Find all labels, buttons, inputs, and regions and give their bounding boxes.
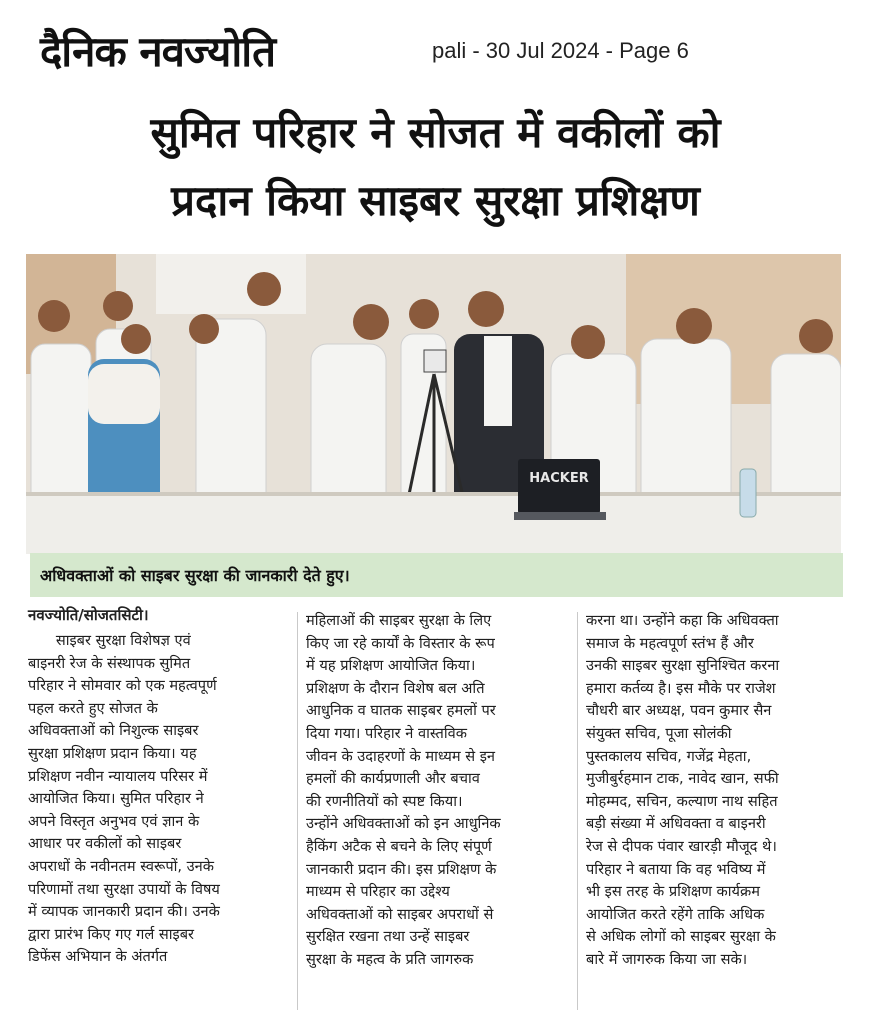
text-line: परिहार ने सोमवार को एक महत्वपूर्ण — [28, 677, 217, 695]
text-line: दिया गया। परिहार ने वास्तविक — [306, 724, 467, 742]
newspaper-masthead: दैनिक नवज्योति — [40, 27, 276, 76]
news-photo — [26, 254, 841, 554]
edition-info: pali - 30 Jul 2024 - Page 6 — [432, 38, 689, 63]
text-line: चौधरी बार अध्यक्ष, पवन कुमार सैन — [586, 702, 772, 720]
text-line: प्रशिक्षण के दौरान विशेष बल अति — [306, 679, 485, 697]
text-line: जानकारी प्रदान की। इस प्रशिक्षण के — [306, 860, 497, 878]
text-line: की रणनीतियों को स्पष्ट किया। — [306, 792, 463, 810]
text-line: उनकी साइबर सुरक्षा सुनिश्चित करना — [586, 657, 780, 675]
text-line: में व्यापक जानकारी प्रदान की। उनके — [28, 903, 220, 921]
text-line: से अधिक लोगों को साइबर सुरक्षा के — [586, 928, 776, 946]
article-column-2 — [306, 610, 568, 972]
text-line: समाज के महत्वपूर्ण स्तंभ हैं और — [586, 634, 754, 652]
text-line: बारे में जागरुक किया जा सके। — [586, 950, 748, 968]
text-line: आयोजित करते रहेंगे ताकि अधिक — [586, 905, 765, 923]
text-line: आधार पर वकीलों को साइबर — [28, 835, 182, 853]
text-line: माध्यम से परिहार का उद्देश्य — [306, 883, 450, 901]
text-line: डिफेंस अभियान के अंतर्गत — [28, 948, 168, 966]
byline: नवज्योति/सोजतसिटी। — [28, 606, 149, 624]
headline-line-2: प्रदान किया साइबर सुरक्षा प्रशिक्षण — [171, 176, 700, 225]
text-line: अपराधों के नवीनतम स्वरूपों, उनके — [28, 857, 214, 875]
text-line: हमलों की कार्यप्रणाली और बचाव — [306, 770, 480, 788]
text-line: मोहम्मद, सचिन, कल्याण नाथ सहित — [586, 792, 778, 810]
text-line: पुस्तकालय सचिव, गजेंद्र मेहता, — [586, 747, 752, 765]
text-line: बाइनरी रेज के संस्थापक सुमित — [28, 654, 191, 672]
text-line: रेज से दीपक पंवार खारड़ी मौजूद थे। — [586, 837, 777, 855]
text-line: अधिवक्ताओं को निशुल्क साइबर — [28, 722, 199, 740]
text-line: संयुक्त सचिव, पूजा सोलंकी — [586, 724, 732, 742]
column-divider — [297, 612, 298, 1010]
text-line: आयोजित किया। सुमित परिहार ने — [28, 790, 204, 808]
text-line: जीवन के उदाहरणों के माध्यम से इन — [306, 747, 495, 765]
text-line: द्वारा प्रारंभ किए गए गर्ल साइबर — [28, 925, 194, 943]
photo-caption: अधिवक्ताओं को साइबर सुरक्षा की जानकारी देते हुए। — [40, 566, 350, 585]
text-line: साइबर सुरक्षा विशेषज्ञ एवं — [28, 632, 191, 649]
headline-line-1: सुमित परिहार ने सोजत में वकीलों को — [150, 108, 721, 157]
text-line: परिहार ने बताया कि वह भविष्य में — [586, 860, 766, 878]
column-divider — [577, 612, 578, 1010]
text-line: अपने विस्तृत अनुभव एवं ज्ञान के — [28, 812, 200, 830]
text-line: किए जा रहे कार्यों के विस्तार के रूप — [306, 634, 495, 652]
text-line: में यह प्रशिक्षण आयोजित किया। — [306, 657, 476, 675]
article-column-1 — [28, 630, 290, 969]
text-line: बड़ी संख्या में अधिवक्ता व बाइनरी — [586, 815, 766, 833]
text-line: भी इस तरह के प्रशिक्षण कार्यक्रम — [586, 883, 760, 901]
text-line: हैकिंग अटैक से बचने के लिए संपूर्ण — [306, 837, 492, 855]
laptop-screen-text: HACKER — [529, 471, 589, 486]
text-line: पहल करते हुए सोजत के — [28, 699, 158, 717]
group-photo-illustration — [26, 254, 841, 554]
text-line: सुरक्षा के महत्व के प्रति जागरुक — [306, 950, 474, 968]
text-line: हमारा कर्तव्य है। इस मौके पर राजेश — [586, 679, 776, 697]
text-line: सुरक्षित रखना तथा उन्हें साइबर — [306, 928, 470, 946]
text-line: करना था। उन्होंने कहा कि अधिवक्ता — [586, 612, 779, 629]
text-line: आधुनिक व घातक साइबर हमलों पर — [306, 702, 496, 720]
text-line: मुजीबुर्रहमान टाक, नावेद खान, सफी — [586, 770, 779, 788]
text-line: महिलाओं की साइबर सुरक्षा के लिए — [306, 612, 492, 629]
text-line: प्रशिक्षण नवीन न्यायालय परिसर में — [28, 767, 208, 785]
text-line: अधिवक्ताओं को साइबर अपराधों से — [306, 905, 494, 923]
text-line: परिणामों तथा सुरक्षा उपायों के विषय — [28, 880, 220, 898]
text-line: उन्होंने अधिवक्ताओं को इन आधुनिक — [306, 815, 501, 833]
text-line: सुरक्षा प्रशिक्षण प्रदान किया। यह — [28, 744, 197, 762]
article-column-3 — [586, 610, 848, 972]
